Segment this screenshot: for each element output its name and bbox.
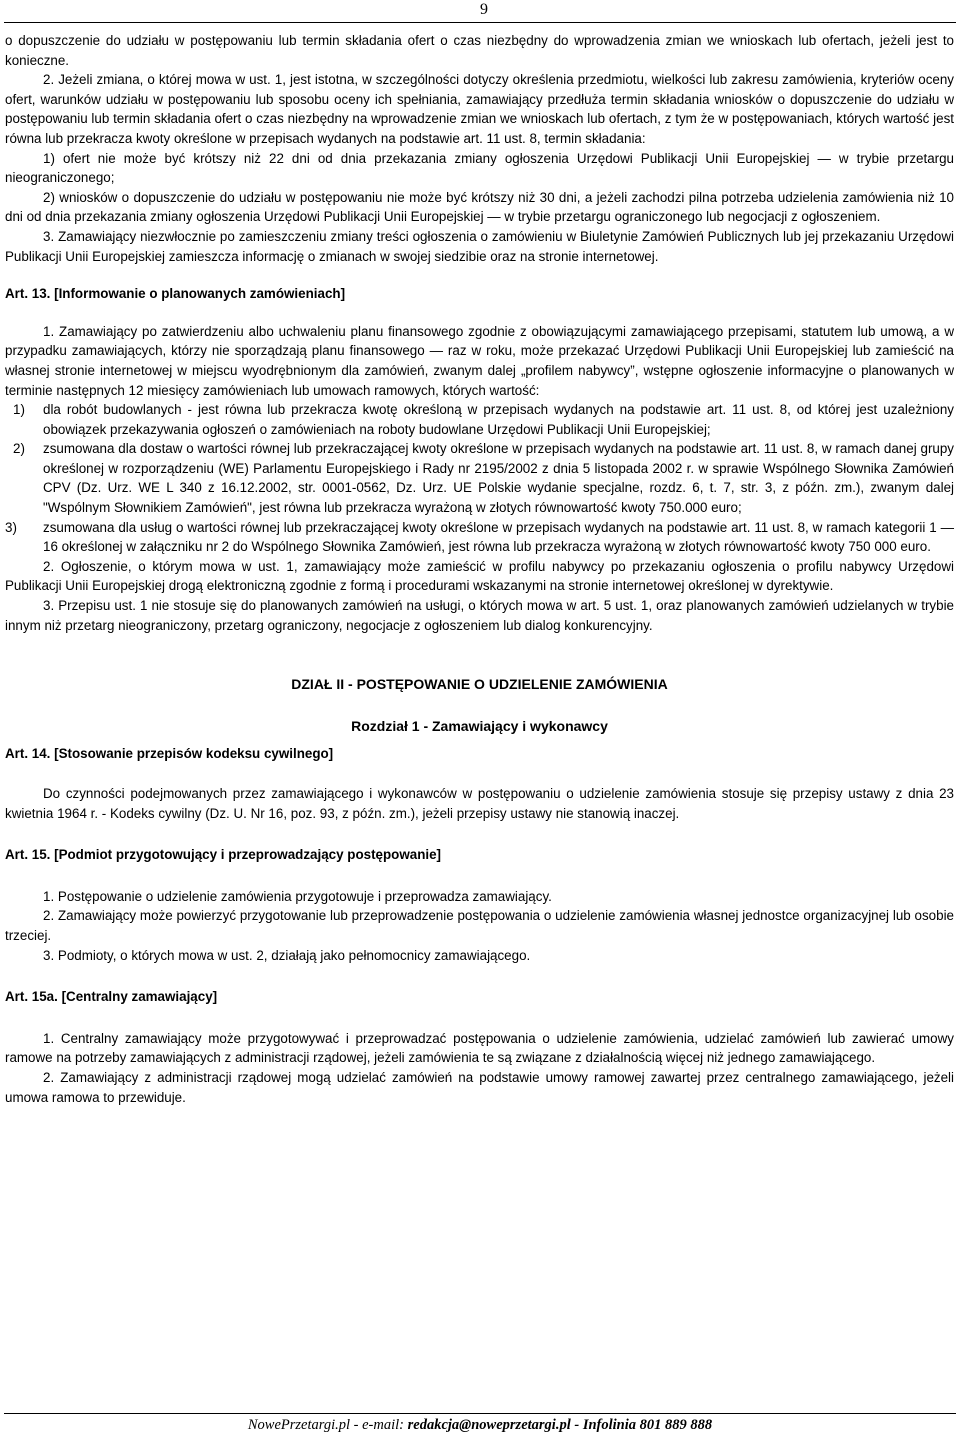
paragraph: 2. Ogłoszenie, o którym mowa w ust. 1, zamawiający może zamieścić w profilu nabywcy po przekazaniu ogłoszenia o profilu nabywcy Urzędowi Publikacji Unii Europejskiej drogą elektroniczną zgodnie z formą i procedurami wskazanymi na stronie internetowej określonej w dyrektywie. <box>5 558 954 594</box>
art-14-text: Do czynności podejmowanych przez zamawiającego i wykonawców w postępowaniu o udzielenie zamówienia stosuje się przepisy ustawy z dnia 23 kwietnia 1964 r. - Kodeks cywilny (Dz. U. Nr 16, poz. 93, z późn. zm.), jeżeli przepisy ustawy nie stanowią inaczej. <box>5 786 954 821</box>
list-item-text: dla robót budowlanych - jest równa lub przekracza kwotę określoną w przepisach wydanych na podstawie art. 11 ust. 8, od której jest uzależniony obowiązek przekazywania ogłoszeń o zamówieniach na roboty budowlane Urzędowi Publikacji Unii Europejskiej; <box>43 402 954 437</box>
spacer <box>5 266 954 284</box>
article-heading: Art. 13. [Informowanie o planowanych zamówieniach] <box>5 286 346 302</box>
article-12-13-text <box>5 31 954 635</box>
art-15a-paragraph-1: 1. Centralny zamawiający może przygotowywać i przeprowadzać postępowania o udzielenie zamówienia, udzielać zamówień lub zawierać umowy ramowe na potrzeby zamawiających z administracji rządowej, jeżeli zamówienia te są związane z działalnością więcej niż jednego zamawiającego. <box>5 1030 954 1066</box>
list-item-number: 3) <box>5 519 17 535</box>
footer-email[interactable]: redakcja@noweprzetargi.pl <box>407 1417 571 1433</box>
footer-infolinia: - Infolinia 801 889 888 <box>570 1417 713 1433</box>
paragraph: 1) ofert nie może być krótszy niż 22 dni od dnia przekazania zmiany ogłoszenia Urzędowi Publikacji Unii Europejskiej — w trybie przetargu nieograniczonego; <box>5 150 954 186</box>
paragraph: 3. Zamawiający niezwłocznie po zamieszczeniu zmiany treści ogłoszenia o zamówieniu w Biuletynie Zamówień Publicznych lub jej przekazaniu Urzędowi Publikacji Unii Europejskiej zamieszcza informację o zmianach w swojej siedzibie oraz na stronie internetowej. <box>5 228 954 264</box>
footer <box>0 1416 960 1436</box>
footer-site[interactable]: NowePrzetargi.pl <box>247 1417 351 1433</box>
page-number: 9 <box>480 1 488 18</box>
art-14-heading: Art. 14. [Stosowanie przepisów kodeksu cywilnego] <box>5 746 334 762</box>
section-title: DZIAŁ II - POSTĘPOWANIE O UDZIELENIE ZAMÓWIENIA <box>291 676 668 693</box>
list-item-number: 2) <box>13 441 25 457</box>
art-15-paragraph-3: 3. Podmioty, o których mowa w ust. 2, działają jako pełnomocnicy zamawiającego. <box>43 947 531 963</box>
paragraph: 2) wniosków o dopuszczenie do udziału w postępowaniu nie może być krótszy niż 30 dni, a jeżeli zachodzi pilna potrzeba udzielenia zamówienia niż 10 dni od dnia przekazania zmiany ogłoszenia Urzędowi Publikacji Unii Europejskiej — w trybie przetargu ograniczonego lub negocjacji z ogłoszeniem. <box>5 189 954 225</box>
list-item-text: zsumowana dla dostaw o wartości równej lub przekraczającej kwoty określone w przepisach wydanych na podstawie art. 11 ust. 8, w ramach danej grupy określonej w rozporządzeniu (WE) Parlamentu Europejskiego i Rady nr 2195/2002 z dnia 5 listopada 2002 r. w sprawie Wspólnego Słownika Zamówień CPV (Dz. Urz. WE L 340 z 16.12.2002, str. 0001-0562, Dz. Urz. UE Polskie wydanie specjalne, rozdz. 6, t. 7, str. 3, z późn. zm.), zwanym dalej "Wspólnym Słownikiem Zamówień", jest równa lub przekracza wyrażoną w złotych równowartość kwoty 750.000 euro; <box>43 441 954 516</box>
header-rule <box>4 22 956 23</box>
list-item-number: 1) <box>13 402 25 418</box>
art-15a-paragraph-2: 2. Zamawiający z administracji rządowej mogą udzielać zamówień na podstawie umowy ramowej zawartej przez centralnego zamawiającego, jeżeli umowa ramowa to przewiduje. <box>5 1069 954 1105</box>
list-item <box>5 400 954 439</box>
footer-email-label: - e-mail: <box>350 1417 408 1433</box>
art-15-paragraph-1: 1. Postępowanie o udzielenie zamówienia przygotowuje i przeprowadza zamawiający. <box>43 888 552 904</box>
chapter-title: Rozdział 1 - Zamawiający i wykonawcy <box>351 717 608 734</box>
document-body <box>5 31 954 1107</box>
paragraph: o dopuszczenie do udziału w postępowaniu lub termin składania ofert o czas niezbędny do wprowadzenia zmian we wnioskach lub ofertach, jeżeli jest to konieczne. <box>5 33 954 68</box>
list-item <box>5 439 954 517</box>
art-15-heading: Art. 15. [Podmiot przygotowujący i przeprowadzający postępowanie] <box>5 847 442 863</box>
list-item-text: zsumowana dla usług o wartości równej lub przekraczającej kwoty określone w przepisach wydanych na podstawie art. 11 ust. 8, w ramach kategorii 1 — 16 określonej w załączniku nr 2 do Wspólnego Słownika Zamówień, jest równa lub przekracza wyrażoną w złotych równowartość kwoty 750 000 euro. <box>43 519 954 555</box>
list-item <box>5 518 954 557</box>
spacer <box>5 304 954 322</box>
paragraph: 2. Jeżeli zmiana, o której mowa w ust. 1, jest istotna, w szczególności dotyczy określenia przedmiotu, wielkości lub zakresu zamówienia, kryteriów oceny ofert, warunków udziału w postępowaniu lub sposobu oceny ich spełniania, zamawiający przedłuża termin składania wniosków o dopuszczenie do udziału w postępowaniu lub termin składania ofert o czas niezbędny na wprowadzenie zmian we wnioskach lub ofertach, z tym że w postępowaniach, których wartość jest równa lub przekracza kwoty określone w przepisach wydanych na podstawie art. 11 ust. 8, termin składania: <box>5 72 954 146</box>
art-15a-heading: Art. 15a. [Centralny zamawiający] <box>5 989 218 1005</box>
art-15-paragraph-2: 2. Zamawiający może powierzyć przygotowanie lub przeprowadzenie postępowania o udzielenie zamówienia własnej jednostce organizacyjnej lub osobie trzeciej. <box>5 908 954 943</box>
footer-rule <box>4 1413 956 1414</box>
paragraph: 3. Przepisu ust. 1 nie stosuje się do planowanych zamówień na usługi, o których mowa w art. 5 ust. 1, oraz planowanych zamówień udzielanych w trybie innym niż przetarg nieograniczony, przetarg ograniczony, negocjacje z ogłoszeniem lub dialog konkurencyjny. <box>5 598 954 633</box>
paragraph: 1. Zamawiający po zatwierdzeniu albo uchwaleniu planu finansowego zgodnie z obowiązującymi zamawiającego przepisami, statutem lub umową, a w przypadku zamawiających, którzy nie sporządzają planu finansowego — raz w roku, może przekazać Urzędowi Publikacji Unii Europejskiej lub zamieścić na własnej stronie internetowej w miejscu wyodrębnionym dla zamówień, zwanym dalej „profilem nabywcy”, wstępne ogłoszenie informacyjne o planowanych w terminie następnych 12 miesięcy zamówieniach lub umowach ramowych, których wartość: <box>5 323 954 398</box>
